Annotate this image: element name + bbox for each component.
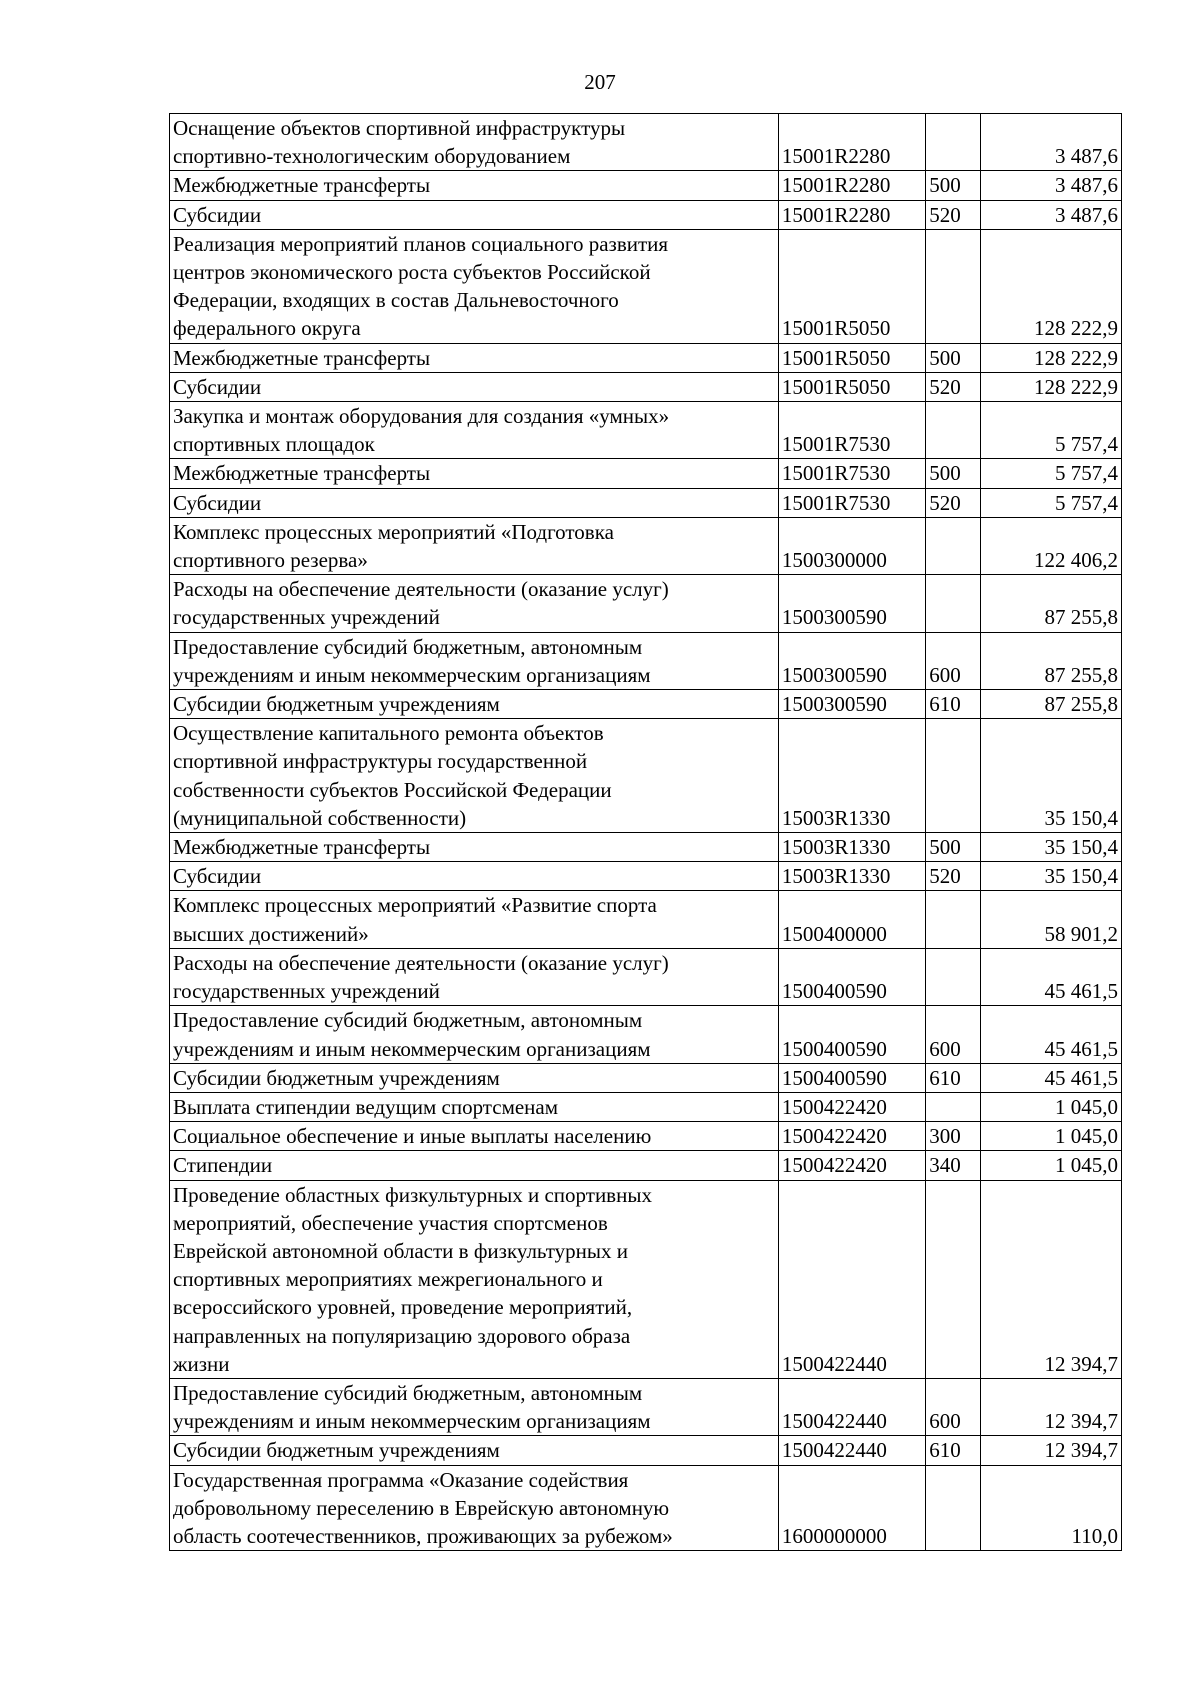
table-row <box>170 719 1122 833</box>
table-row <box>170 575 1122 632</box>
row-code-cell: 1500300590 <box>778 632 925 689</box>
table-row <box>170 948 1122 1005</box>
row-code-cell: 15001R5050 <box>778 343 925 372</box>
table-row <box>170 488 1122 517</box>
row-amount-cell: 128 222,9 <box>980 372 1121 401</box>
row-amount-cell: 128 222,9 <box>980 229 1121 343</box>
row-name-cell: Оснащение объектов спортивной инфраструктуры спортивно-технологическим оборудованием <box>170 114 779 171</box>
table-row <box>170 1122 1122 1151</box>
row-amount-cell: 3 487,6 <box>980 200 1121 229</box>
row-name-cell: Расходы на обеспечение деятельности (оказание услуг) государственных учреждений <box>170 575 779 632</box>
row-name-cell: Субсидии бюджетным учреждениям <box>170 690 779 719</box>
table-row <box>170 690 1122 719</box>
row-code-cell: 1600000000 <box>778 1465 925 1551</box>
row-expense-type-cell: 500 <box>926 343 981 372</box>
row-expense-type-cell <box>926 114 981 171</box>
row-name-cell: Межбюджетные трансферты <box>170 343 779 372</box>
row-name-cell: Субсидии бюджетным учреждениям <box>170 1436 779 1465</box>
row-expense-type-cell: 600 <box>926 632 981 689</box>
page-number: 207 <box>584 70 616 94</box>
row-name-cell: Реализация мероприятий планов социального развития центров экономического роста субъектов Российской Федерации, входящих в состав Дальневосточного федерального округа <box>170 229 779 343</box>
table-row <box>170 833 1122 862</box>
row-expense-type-cell <box>926 719 981 833</box>
row-amount-cell: 87 255,8 <box>980 690 1121 719</box>
row-expense-type-cell: 520 <box>926 488 981 517</box>
row-name-cell: Предоставление субсидий бюджетным, автономным учреждениям и иным некоммерческим организациям <box>170 1006 779 1063</box>
budget-table <box>169 113 1122 1551</box>
row-amount-cell: 3 487,6 <box>980 114 1121 171</box>
table-row <box>170 200 1122 229</box>
table-row <box>170 229 1122 343</box>
row-name-cell: Выплата стипендии ведущим спортсменам <box>170 1092 779 1121</box>
table-row <box>170 114 1122 171</box>
row-name-cell: Проведение областных физкультурных и спортивных мероприятий, обеспечение участия спортсменов Еврейской автономной области в физкультурных и спортивных мероприятиях межрегионального и всероссийского уровней, проведение мероприятий, направленных на популяризацию здорового образа жизни <box>170 1180 779 1378</box>
table-row <box>170 171 1122 200</box>
row-amount-cell: 35 150,4 <box>980 719 1121 833</box>
table-row <box>170 632 1122 689</box>
budget-table-body <box>170 114 1122 1551</box>
row-code-cell: 1500422420 <box>778 1092 925 1121</box>
table-row <box>170 459 1122 488</box>
row-name-cell: Предоставление субсидий бюджетным, автономным учреждениям и иным некоммерческим организациям <box>170 632 779 689</box>
table-row <box>170 343 1122 372</box>
row-code-cell: 1500400590 <box>778 1006 925 1063</box>
table-row <box>170 372 1122 401</box>
row-code-cell: 1500422440 <box>778 1378 925 1435</box>
row-code-cell: 15001R7530 <box>778 402 925 459</box>
table-row <box>170 1378 1122 1435</box>
row-expense-type-cell: 500 <box>926 171 981 200</box>
row-expense-type-cell: 520 <box>926 200 981 229</box>
row-code-cell: 15003R1330 <box>778 719 925 833</box>
row-name-cell: Субсидии <box>170 488 779 517</box>
row-expense-type-cell: 610 <box>926 1063 981 1092</box>
row-amount-cell: 110,0 <box>980 1465 1121 1551</box>
row-code-cell: 15001R2280 <box>778 200 925 229</box>
row-name-cell: Субсидии <box>170 862 779 891</box>
row-expense-type-cell: 520 <box>926 862 981 891</box>
table-row <box>170 1092 1122 1121</box>
row-amount-cell: 3 487,6 <box>980 171 1121 200</box>
row-code-cell: 1500300590 <box>778 575 925 632</box>
row-code-cell: 1500400000 <box>778 891 925 948</box>
row-name-cell: Социальное обеспечение и иные выплаты населению <box>170 1122 779 1151</box>
row-name-cell: Комплекс процессных мероприятий «Подготовка спортивного резерва» <box>170 517 779 574</box>
row-expense-type-cell: 300 <box>926 1122 981 1151</box>
row-amount-cell: 45 461,5 <box>980 948 1121 1005</box>
table-row <box>170 402 1122 459</box>
row-name-cell: Комплекс процессных мероприятий «Развитие спорта высших достижений» <box>170 891 779 948</box>
row-amount-cell: 58 901,2 <box>980 891 1121 948</box>
table-row <box>170 1063 1122 1092</box>
row-name-cell: Субсидии <box>170 372 779 401</box>
table-row <box>170 1006 1122 1063</box>
row-expense-type-cell: 500 <box>926 459 981 488</box>
row-code-cell: 15003R1330 <box>778 833 925 862</box>
row-expense-type-cell: 610 <box>926 690 981 719</box>
row-code-cell: 1500400590 <box>778 1063 925 1092</box>
row-expense-type-cell <box>926 402 981 459</box>
row-expense-type-cell: 520 <box>926 372 981 401</box>
row-name-cell: Осуществление капитального ремонта объектов спортивной инфраструктуры государственной собственности субъектов Российской Федерации (муниципальной собственности) <box>170 719 779 833</box>
row-amount-cell: 122 406,2 <box>980 517 1121 574</box>
table-row <box>170 517 1122 574</box>
row-amount-cell: 35 150,4 <box>980 833 1121 862</box>
table-row <box>170 1151 1122 1180</box>
row-expense-type-cell <box>926 948 981 1005</box>
table-row <box>170 862 1122 891</box>
row-amount-cell: 5 757,4 <box>980 402 1121 459</box>
row-expense-type-cell <box>926 229 981 343</box>
row-code-cell: 1500422440 <box>778 1180 925 1378</box>
row-name-cell: Межбюджетные трансферты <box>170 833 779 862</box>
row-name-cell: Стипендии <box>170 1151 779 1180</box>
row-amount-cell: 12 394,7 <box>980 1436 1121 1465</box>
row-code-cell: 1500400590 <box>778 948 925 1005</box>
table-row <box>170 891 1122 948</box>
row-expense-type-cell: 500 <box>926 833 981 862</box>
row-code-cell: 15001R7530 <box>778 459 925 488</box>
row-amount-cell: 45 461,5 <box>980 1006 1121 1063</box>
row-expense-type-cell <box>926 575 981 632</box>
row-code-cell: 15001R2280 <box>778 171 925 200</box>
row-amount-cell: 12 394,7 <box>980 1180 1121 1378</box>
row-code-cell: 15001R7530 <box>778 488 925 517</box>
row-expense-type-cell: 340 <box>926 1151 981 1180</box>
row-expense-type-cell <box>926 1092 981 1121</box>
row-name-cell: Закупка и монтаж оборудования для создания «умных» спортивных площадок <box>170 402 779 459</box>
table-row <box>170 1465 1122 1551</box>
row-expense-type-cell: 600 <box>926 1006 981 1063</box>
table-row <box>170 1436 1122 1465</box>
row-name-cell: Государственная программа «Оказание содействия добровольному переселению в Еврейскую автономную область соотечественников, проживающих за рубежом» <box>170 1465 779 1551</box>
row-expense-type-cell <box>926 891 981 948</box>
row-expense-type-cell <box>926 1180 981 1378</box>
row-expense-type-cell: 610 <box>926 1436 981 1465</box>
row-name-cell: Субсидии <box>170 200 779 229</box>
row-amount-cell: 35 150,4 <box>980 862 1121 891</box>
row-code-cell: 15001R5050 <box>778 372 925 401</box>
row-amount-cell: 87 255,8 <box>980 575 1121 632</box>
row-code-cell: 1500422420 <box>778 1122 925 1151</box>
row-name-cell: Расходы на обеспечение деятельности (оказание услуг) государственных учреждений <box>170 948 779 1005</box>
row-name-cell: Межбюджетные трансферты <box>170 171 779 200</box>
row-amount-cell: 12 394,7 <box>980 1378 1121 1435</box>
row-expense-type-cell <box>926 1465 981 1551</box>
row-name-cell: Предоставление субсидий бюджетным, автономным учреждениям и иным некоммерческим организациям <box>170 1378 779 1435</box>
row-amount-cell: 1 045,0 <box>980 1092 1121 1121</box>
row-code-cell: 15001R2280 <box>778 114 925 171</box>
row-name-cell: Межбюджетные трансферты <box>170 459 779 488</box>
row-name-cell: Субсидии бюджетным учреждениям <box>170 1063 779 1092</box>
row-amount-cell: 128 222,9 <box>980 343 1121 372</box>
row-code-cell: 1500422440 <box>778 1436 925 1465</box>
row-amount-cell: 5 757,4 <box>980 459 1121 488</box>
row-code-cell: 15001R5050 <box>778 229 925 343</box>
row-amount-cell: 1 045,0 <box>980 1122 1121 1151</box>
row-amount-cell: 87 255,8 <box>980 632 1121 689</box>
row-amount-cell: 5 757,4 <box>980 488 1121 517</box>
row-code-cell: 1500300590 <box>778 690 925 719</box>
row-expense-type-cell: 600 <box>926 1378 981 1435</box>
row-code-cell: 1500300000 <box>778 517 925 574</box>
row-code-cell: 15003R1330 <box>778 862 925 891</box>
row-amount-cell: 1 045,0 <box>980 1151 1121 1180</box>
row-amount-cell: 45 461,5 <box>980 1063 1121 1092</box>
row-expense-type-cell <box>926 517 981 574</box>
row-code-cell: 1500422420 <box>778 1151 925 1180</box>
table-row <box>170 1180 1122 1378</box>
